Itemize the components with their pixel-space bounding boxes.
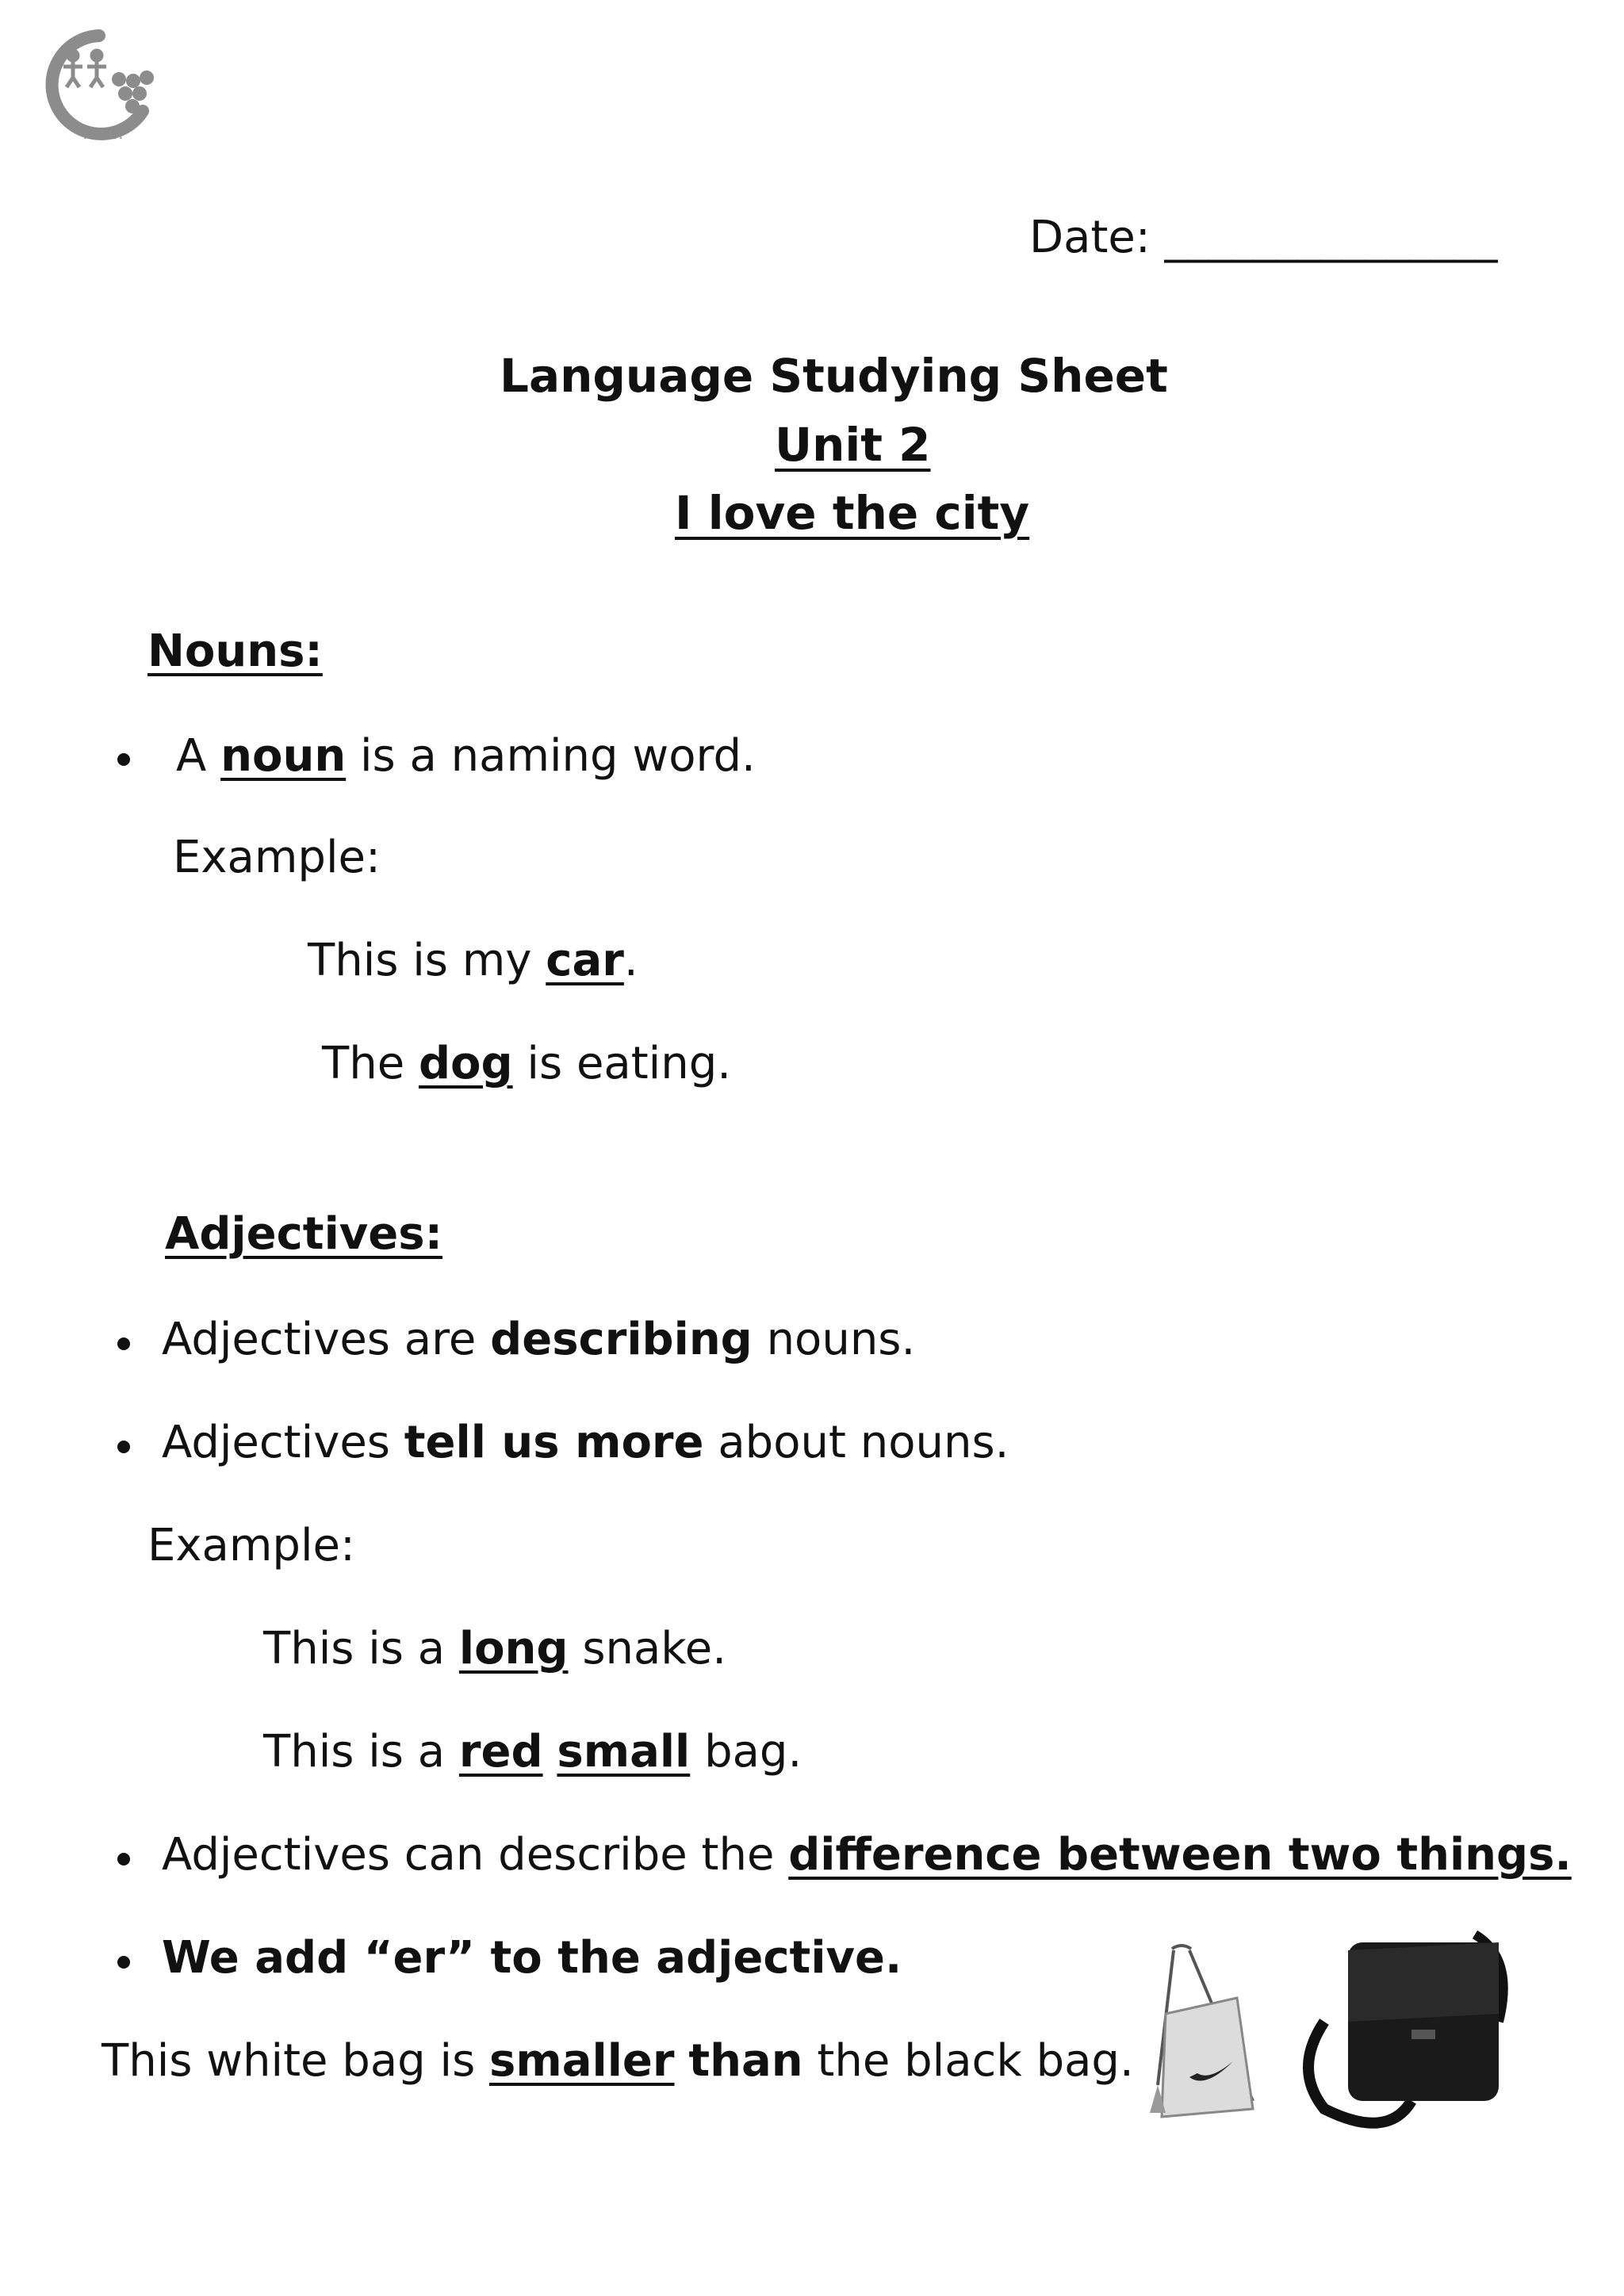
text-fragment: Adjectives bbox=[162, 1417, 404, 1468]
black-bag-image bbox=[1293, 1911, 1530, 2141]
text-fragment: snake. bbox=[568, 1623, 726, 1674]
adjectives-heading: Adjectives: bbox=[165, 1208, 442, 1260]
text-fragment: This is my bbox=[308, 935, 546, 986]
nouns-example-label: Example: bbox=[173, 832, 381, 883]
bullet-icon bbox=[117, 1956, 130, 1969]
date-label: Date: bbox=[1029, 212, 1151, 263]
keyword-than: than bbox=[688, 2035, 803, 2087]
date-blank: _______________ bbox=[1164, 212, 1498, 263]
adjective-definition-2 bbox=[162, 1418, 1009, 1468]
keyword-difference: difference between two things. bbox=[788, 1829, 1572, 1881]
text-fragment: the black bag. bbox=[802, 2035, 1134, 2087]
date-field bbox=[1029, 212, 1498, 263]
adjective-example-1 bbox=[263, 1624, 726, 1674]
adjective-definition-1 bbox=[162, 1314, 915, 1365]
adjective-example-2 bbox=[263, 1727, 802, 1777]
text-fragment: bag. bbox=[690, 1726, 802, 1777]
unit-title: Unit 2 bbox=[775, 418, 931, 472]
text-fragment: This is a bbox=[263, 1726, 459, 1777]
nouns-heading: Nouns: bbox=[147, 626, 323, 677]
noun-example-2 bbox=[322, 1039, 731, 1089]
er-rule: We add “er” to the adjective. bbox=[162, 1932, 902, 1984]
text-fragment: Adjectives are bbox=[162, 1314, 491, 1365]
text-fragment: Adjectives can describe the bbox=[162, 1829, 789, 1881]
bullet-icon bbox=[117, 1337, 130, 1350]
noun-definition bbox=[176, 731, 756, 782]
bullet-icon bbox=[117, 753, 130, 766]
keyword-car: car bbox=[546, 935, 624, 986]
keyword-tell-us-more: tell us more bbox=[404, 1417, 704, 1468]
adjective-comparison-rule bbox=[162, 1830, 1572, 1881]
unit-subtitle: I love the city bbox=[675, 486, 1030, 540]
school-logo bbox=[24, 24, 174, 143]
text-fragment: is a naming word. bbox=[346, 730, 756, 782]
text-fragment: A bbox=[176, 730, 221, 782]
keyword-red: red bbox=[458, 1726, 543, 1777]
logo-initials: K.L.S. bbox=[82, 126, 124, 143]
keyword-noun: noun bbox=[220, 730, 347, 782]
text-fragment: nouns. bbox=[752, 1314, 916, 1365]
text-fragment: The bbox=[322, 1038, 419, 1089]
adjectives-example-label: Example: bbox=[147, 1520, 355, 1571]
keyword-long: long bbox=[458, 1623, 569, 1674]
text-fragment: is eating. bbox=[512, 1038, 732, 1089]
white-bag-image bbox=[1142, 1942, 1269, 2133]
bullet-icon bbox=[117, 1853, 130, 1866]
keyword-smaller: smaller bbox=[489, 2035, 675, 2087]
text-fragment: . bbox=[623, 935, 638, 986]
keyword-describing: describing bbox=[490, 1314, 753, 1365]
keyword-small: small bbox=[557, 1726, 691, 1777]
keyword-dog: dog bbox=[418, 1038, 513, 1089]
sheet-title: Language Studying Sheet bbox=[500, 349, 1168, 403]
text-fragment: about nouns. bbox=[703, 1417, 1009, 1468]
text-fragment: This is a bbox=[263, 1623, 459, 1674]
text-fragment: This white bag is bbox=[102, 2035, 490, 2087]
noun-example-1 bbox=[308, 936, 638, 986]
bullet-icon bbox=[117, 1441, 130, 1453]
comparison-example bbox=[102, 2036, 1134, 2087]
